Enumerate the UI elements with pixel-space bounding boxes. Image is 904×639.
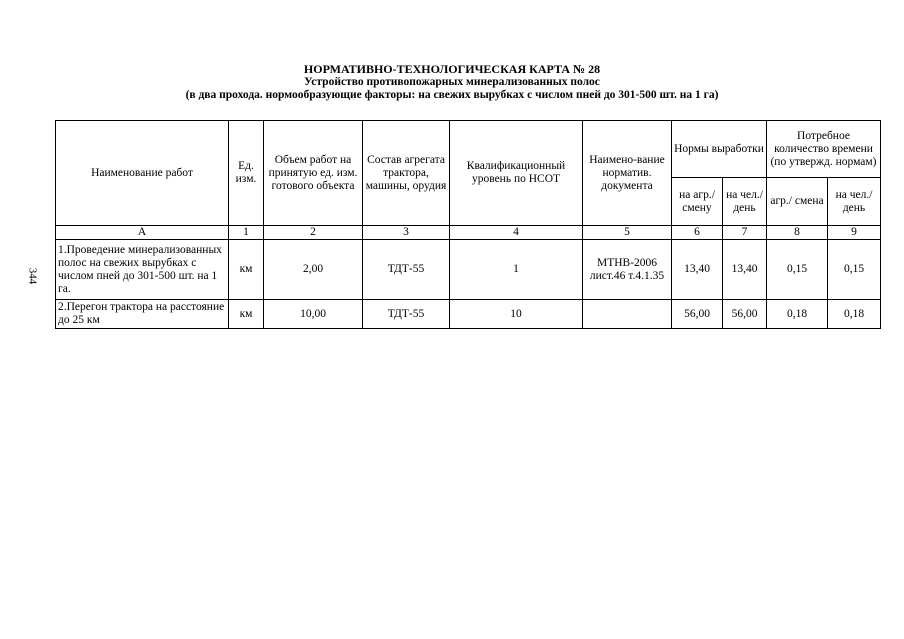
row-unit: км: [229, 240, 264, 300]
row-output-person: 56,00: [723, 300, 767, 329]
document-title: НОРМАТИВНО-ТЕХНОЛОГИЧЕСКАЯ КАРТА № 28: [303, 62, 601, 76]
header-document: Наимено-вание норматив. документа: [583, 121, 672, 226]
header-qualification: Квалификационный уровень по НСОТ: [450, 121, 583, 226]
page-number: 344: [26, 267, 39, 285]
row-volume: 10,00: [264, 300, 363, 329]
norm-table: [55, 120, 881, 329]
title-block: [0, 62, 904, 102]
column-index-cell: 8: [767, 226, 828, 240]
document-subtitle: Устройство противопожарных минерализованных полос: [304, 76, 600, 88]
table-row: [56, 240, 881, 300]
row-output-person: 13,40: [723, 240, 767, 300]
row-unit: км: [229, 300, 264, 329]
header-output-norms: Нормы выработки: [672, 121, 767, 178]
header-time-per-unit: агр./ смена: [767, 178, 828, 226]
column-index-cell: 4: [450, 226, 583, 240]
row-volume: 2,00: [264, 240, 363, 300]
header-output-per-person: на чел./ день: [723, 178, 767, 226]
row-qualification: 1: [450, 240, 583, 300]
row-time-person: 0,15: [828, 240, 881, 300]
column-index-cell: 2: [264, 226, 363, 240]
row-time-person: 0,18: [828, 300, 881, 329]
header-output-per-unit: на агр./ смену: [672, 178, 723, 226]
row-work-name: 2.Перегон трактора на расстояние до 25 км: [56, 300, 229, 329]
row-composition: ТДТ-55: [363, 240, 450, 300]
column-index-row: [56, 226, 881, 240]
header-row-1: [56, 121, 881, 178]
header-time-required: Потребное количество времени (по утвержд. нормам): [767, 121, 881, 178]
column-index-cell: 1: [229, 226, 264, 240]
header-unit: Ед. изм.: [229, 121, 264, 226]
document-factors: (в два прохода. нормообразующие факторы: на свежих вырубках с числом пней до 301-500 шт. на 1 га): [185, 89, 719, 101]
column-index-cell: 5: [583, 226, 672, 240]
header-volume: Объем работ на принятую ед. изм. готового объекта: [264, 121, 363, 226]
row-output-unit: 56,00: [672, 300, 723, 329]
column-index-cell: А: [56, 226, 229, 240]
table-row: [56, 300, 881, 329]
row-output-unit: 13,40: [672, 240, 723, 300]
header-composition: Состав агрегата трактора, машины, орудия: [363, 121, 450, 226]
column-index-cell: 6: [672, 226, 723, 240]
row-document: МТНВ-2006 лист.46 т.4.1.35: [583, 240, 672, 300]
header-work-name: Наименование работ: [56, 121, 229, 226]
row-qualification: 10: [450, 300, 583, 329]
row-composition: ТДТ-55: [363, 300, 450, 329]
row-time-unit: 0,15: [767, 240, 828, 300]
row-document: [583, 300, 672, 329]
row-time-unit: 0,18: [767, 300, 828, 329]
column-index-cell: 3: [363, 226, 450, 240]
column-index-cell: 7: [723, 226, 767, 240]
column-index-cell: 9: [828, 226, 881, 240]
header-time-per-person: на чел./ день: [828, 178, 881, 226]
row-work-name: 1.Проведение минерализованных полос на свежих вырубках с числом пней до 301-500 шт. на 1 га.: [56, 240, 229, 300]
